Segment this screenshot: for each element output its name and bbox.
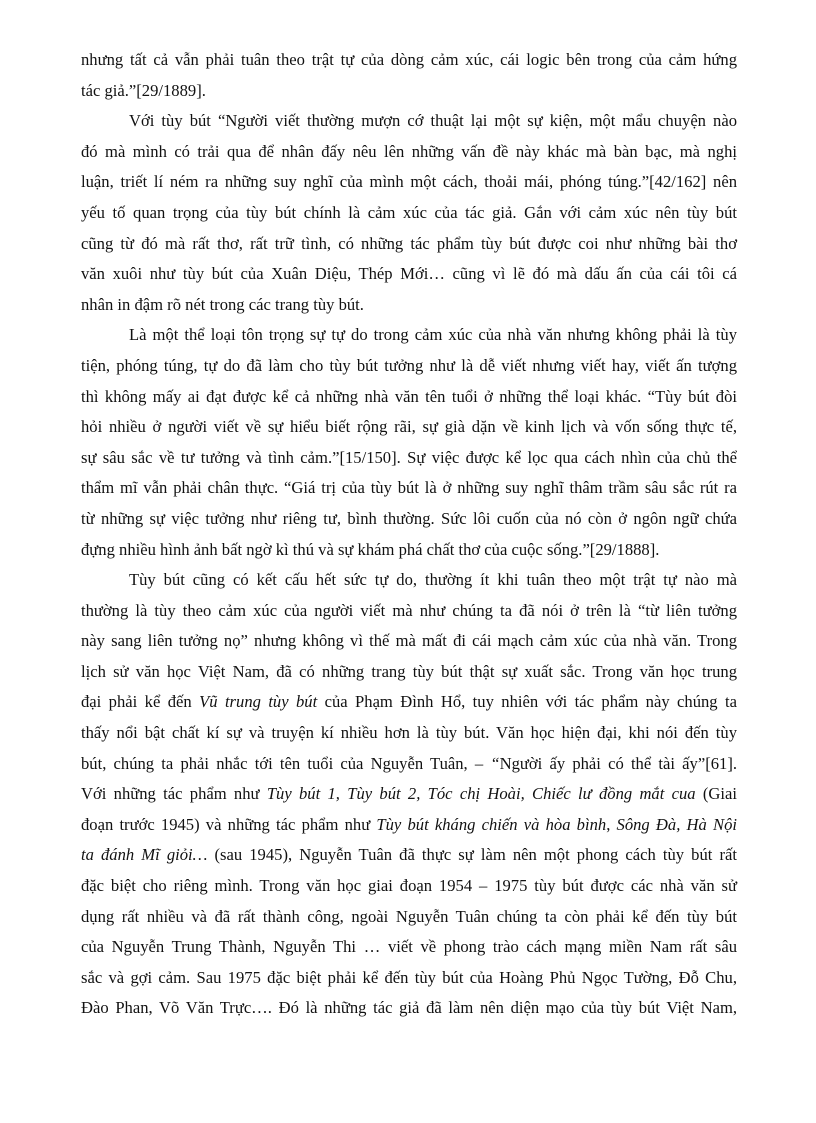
- text-line: đại phải kể đến Vũ trung tùy bút của Phạm Đình Hổ, tuy nhiên với tác phẩm này chúng ta: [81, 692, 737, 712]
- text-line: dụng rất nhiều và đã rất thành công, ngoài Nguyễn Tuân chúng ta còn phải kể đến tùy bút: [81, 906, 737, 926]
- text-line: đựng nhiều hình ảnh bất ngờ kì thú và sự khám phá chất thơ của cuộc sống.”[29/1888].: [81, 539, 660, 559]
- text-line: văn xuôi như tùy bút của Xuân Diệu, Thép Mới… cũng vì lẽ đó mà dấu ấn của cái tôi cá: [81, 264, 737, 284]
- text-line: ta đánh Mĩ giỏi… (sau 1945), Nguyễn Tuân đã thực sự làm nên một phong cách tùy bút rất: [81, 845, 737, 865]
- text-line: thẩm mĩ vẫn phải chân thực. “Giá trị của tùy bút là ở những suy nghĩ thâm trầm sâu sắc rút ra: [81, 478, 737, 498]
- text-line: của Nguyễn Trung Thành, Nguyễn Thi … viết về phong trào cách mạng miền Nam rất sâu: [81, 937, 737, 957]
- text-line: đoạn trước 1945) và những tác phẩm như Tùy bút kháng chiến và hòa bình, Sông Đà, Hà Nội: [81, 814, 737, 834]
- text-line: tác giả.”[29/1889].: [81, 80, 206, 100]
- text-line: đặc biệt cho riêng mình. Trong văn học giai đoạn 1954 – 1975 tùy bút được các nhà văn sử: [81, 876, 737, 896]
- text-line: này sang liên tưởng nọ” nhưng không vì thế mà mất đi cái mạch cảm xúc của nhà văn. Trong: [81, 631, 737, 651]
- text-line: thường là tùy theo cảm xúc của người viết mà như chúng ta đã nói ở trên là “từ liên tưởng: [81, 600, 737, 620]
- text-line: tiện, phóng túng, tự do đã làm cho tùy bút tưởng như là dễ viết nhưng viết hay, viết ấn tượng: [81, 355, 737, 375]
- text-line: thấy nổi bật chất kí sự và truyện kí nhiều hơn là tùy bút. Văn học hiện đại, khi nói đến tùy: [81, 723, 737, 743]
- text-line: thì không mấy ai đạt được kể cả những nhà văn tên tuổi ở những thể loại khác. “Tùy bút đòi: [81, 386, 737, 406]
- text-line: hỏi nhiều ở người viết về sự hiểu biết rộng rãi, sự già dặn về kinh lịch và vốn sống thực tế,: [81, 417, 737, 437]
- text-line: yếu tố quan trọng của tùy bút chính là cảm xúc của tác giả. Gắn với cảm xúc nên tùy bút: [81, 202, 737, 222]
- text-line: sắc và gợi cảm. Sau 1975 đặc biệt phải kể đến tùy bút của Hoàng Phủ Ngọc Tường, Đỗ Chu,: [81, 967, 737, 987]
- text-line: cũng từ đó mà rất thơ, rất trữ tình, có những tác phẩm tùy bút được coi như những bài thơ: [81, 233, 737, 253]
- text-line: từ những sự việc tưởng như riêng tư, bình thường. Sức lôi cuốn của nó còn ở ngôn ngữ chứa: [81, 508, 737, 528]
- text-line: bút, chúng ta phải nhắc tới tên tuổi của Nguyễn Tuân, – “Người ấy phải có thể tài ấy”[61].: [81, 753, 738, 773]
- text-line: Tùy bút cũng có kết cấu hết sức tự do, thường ít khi tuân theo một trật tự nào mà: [129, 570, 737, 590]
- text-line: nhân in đậm rõ nét trong các trang tùy bút.: [81, 294, 364, 314]
- document-page: [81, 45, 737, 1024]
- text-line: đó mà mình có trải qua để nhân đấy nêu lên những vấn đề này khác mà bàn bạc, mà nghị: [81, 141, 737, 161]
- text-line: Với tùy bút “Người viết thường mượn cớ thuật lại một sự kiện, một mẩu chuyện nào: [129, 111, 737, 131]
- text-line: lịch sử văn học Việt Nam, đã có những trang tùy bút thật sự xuất sắc. Trong văn học trung: [81, 661, 737, 681]
- text-line: sự sâu sắc về tư tưởng và tình cảm.”[15/150]. Sự việc được kể lọc qua cách nhìn của chủ thể: [81, 447, 737, 467]
- text-line: Với những tác phẩm như Tùy bút 1, Tùy bút 2, Tóc chị Hoài, Chiếc lư đồng mắt cua (Giai: [81, 784, 737, 804]
- text-line: nhưng tất cả vẫn phải tuân theo trật tự của dòng cảm xúc, cái logic bên trong của cảm hứng: [81, 50, 737, 69]
- text-line: Đào Phan, Võ Văn Trực…. Đó là những tác giả đã làm nên diện mạo của tùy bút Việt Nam,: [81, 998, 737, 1018]
- text-line: luận, triết lí ném ra những suy nghĩ của mình một cách, thoải mái, phóng túng.”[42/162] nên: [81, 172, 737, 192]
- text-line: Là một thể loại tôn trọng sự tự do trong cảm xúc của nhà văn nhưng không phải là tùy: [129, 325, 737, 345]
